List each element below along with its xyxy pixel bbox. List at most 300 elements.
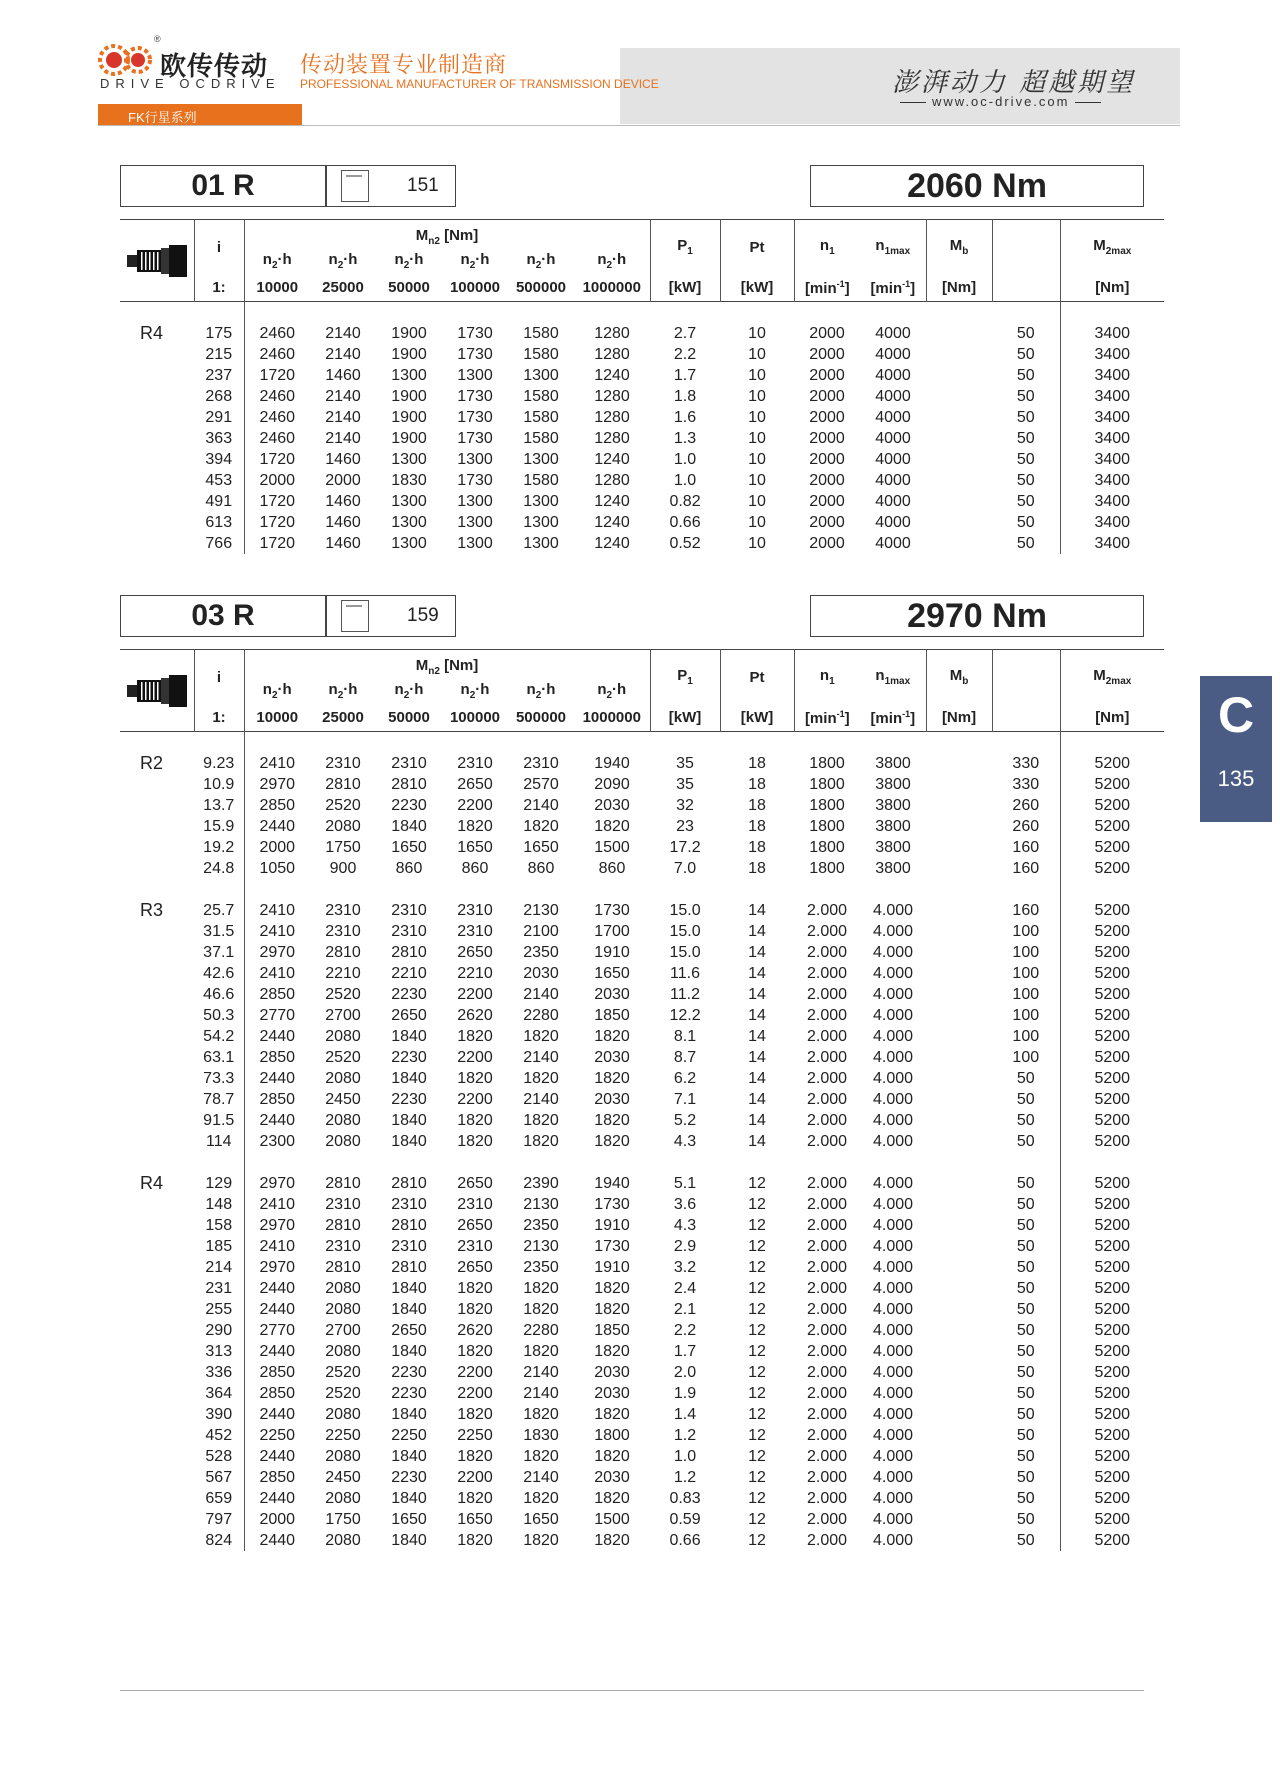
table-cell: 1.2 [673,1468,697,1486]
page-ref: 159 [407,605,439,626]
unit-min: $[\min^{-1}]$ [794,274,860,302]
table-cell: 1820 [523,1300,559,1318]
col-n2h-header: $n_2\cdot h$ [526,250,556,271]
table-cell: 2000 [809,366,845,384]
table-cell: 2230 [391,1048,427,1066]
table-cell: 2310 [391,1237,427,1255]
table-cell: 260 [1012,817,1040,835]
table-cell: 2350 [523,943,559,961]
table-cell: 4.000 [873,1090,914,1108]
table-cell: 1300 [523,492,559,510]
stage-label: R3 [140,900,164,920]
company-logo-icon [96,40,158,80]
blank-cell [926,1383,992,1404]
table-cell: 50 [1016,1405,1035,1423]
page-number: 135 [1217,766,1255,791]
table-cell: 4.000 [873,901,914,919]
table-cell: 50 [1016,1090,1035,1108]
model-box [120,165,326,207]
stage-label [120,1383,194,1404]
table-cell: 2520 [325,1048,361,1066]
table-cell: 1580 [523,471,559,489]
table-cell: 1730 [457,471,493,489]
blank-cell [926,1236,992,1257]
stage-label [120,1362,194,1383]
table-row [120,470,1164,491]
table-cell: 2000 [809,513,845,531]
table-cell: 4.000 [873,1384,914,1402]
col-n2h-header: $n_2\cdot h$ [328,680,358,701]
table-cell: 10 [748,513,766,531]
table-cell: 2850 [244,795,310,816]
table-cell: 567 [205,1468,233,1486]
unit-min: $[\min^{-1}]$ [870,708,916,727]
table-cell: 18 [748,775,766,793]
table-cell: 18 [748,754,766,772]
table-cell: 900 [329,859,357,877]
table-cell: 1820 [457,1405,493,1423]
table-cell: 4.000 [873,1342,914,1360]
table-cell: 2450 [325,1468,361,1486]
stage-label [120,1278,194,1299]
table-cell: 1850 [594,1006,630,1024]
table-cell: 10 [748,345,766,363]
table-cell: 1.7 [673,366,697,384]
col-n2h-header: $n_2\cdot h$ [460,250,490,271]
table-cell: 390 [205,1405,233,1423]
table-cell: 2.2 [673,345,697,363]
table-cell: 2.000 [807,1027,848,1045]
table-cell: 5200 [1060,1257,1164,1278]
stage-label [120,1236,194,1257]
table-cell: 1240 [594,366,630,384]
table-cell: 100 [1012,943,1040,961]
table-cell: 1820 [457,1489,493,1507]
table-cell: 175 [205,324,233,342]
table-cell: 2.000 [807,1468,848,1486]
table-cell: 4.000 [873,1531,914,1549]
table-cell: 2.000 [807,1279,848,1297]
table-cell: 4.000 [873,1048,914,1066]
table-cell: 10 [748,450,766,468]
table-cell: 13.7 [203,796,235,814]
table-cell: 2140 [523,1090,559,1108]
slogan: 澎湃动力 超越期望 [892,68,1136,98]
table-cell: 1300 [391,534,427,552]
table-cell: 50 [1016,1510,1035,1528]
stage-label [120,533,194,554]
table-cell: 2310 [457,754,493,772]
table-cell: 3.6 [673,1195,697,1213]
table-cell: 1820 [457,1069,493,1087]
table-row [120,858,1164,879]
table-cell: 2030 [594,1384,630,1402]
table-cell: 1300 [391,450,427,468]
col-m2max-header: $M_{2max}$ [1093,237,1132,257]
table-cell: 1500 [594,1510,630,1528]
blank-cell [926,1173,992,1194]
table-cell: 4000 [875,471,911,489]
blank-cell [926,1110,992,1131]
table-cell: 5200 [1060,963,1164,984]
table-cell: 1300 [523,366,559,384]
table-cell: 8.7 [673,1048,697,1066]
table-cell: 50 [1016,1258,1035,1276]
table-cell: 15.0 [669,901,701,919]
table-cell: 5200 [1060,1173,1164,1194]
stage-label [120,963,194,984]
table-row [120,1089,1164,1110]
table-cell: 2460 [244,407,310,428]
table-cell: 2250 [244,1425,310,1446]
table-cell: 4.000 [873,1405,914,1423]
table-cell: 4.000 [873,1027,914,1045]
table-cell: 2310 [325,754,361,772]
table-cell: 2810 [325,1216,361,1234]
table-cell: 148 [205,1195,233,1213]
table-cell: 1280 [594,408,630,426]
spec-table [120,219,1164,554]
hours-header: 10000 [256,279,299,296]
table-cell: 290 [205,1321,233,1339]
stage-label [120,1068,194,1089]
table-cell: 14 [748,1069,766,1087]
table-cell: 12 [748,1489,766,1507]
table-cell: 1720 [244,365,310,386]
table-cell: 50 [1016,534,1035,552]
chapter-tab [1200,676,1272,822]
table-cell: 1.0 [673,1447,697,1465]
blank-cell [926,491,992,512]
blank-cell [926,407,992,428]
table-cell: 5200 [1060,1446,1164,1467]
table-cell: 5200 [1060,900,1164,921]
motor-cell [120,650,194,732]
table-cell: 2410 [244,900,310,921]
table-cell: 1300 [457,450,493,468]
table-cell: 100 [1012,1048,1040,1066]
table-cell: 1840 [391,1132,427,1150]
table-cell: 4.000 [873,1006,914,1024]
table-cell: 5200 [1060,1278,1164,1299]
table-cell: 1910 [594,1216,630,1234]
table-cell: 1820 [523,817,559,835]
table-cell: 37.1 [203,943,235,961]
table-cell: 2.000 [807,943,848,961]
table-cell: 9.23 [203,754,235,772]
table-cell: 2080 [325,1342,361,1360]
stage-label [120,1530,194,1551]
table-cell: 12 [748,1195,766,1213]
table-row [120,1173,1164,1194]
table-cell: 100 [1012,1027,1040,1045]
stage-label [120,1215,194,1236]
table-cell: 659 [205,1489,233,1507]
blank-cell [926,533,992,554]
stage-label [120,407,194,428]
table-cell: 4.000 [873,1174,914,1192]
table-row [120,491,1164,512]
table-cell: 2310 [325,1195,361,1213]
hours-header: 1000000 [574,704,650,732]
table-cell: 2810 [325,775,361,793]
table-cell: 2.000 [807,1363,848,1381]
table-cell: 3400 [1060,512,1164,533]
table-cell: 2650 [457,1174,493,1192]
table-cell: 1940 [594,1174,630,1192]
table-cell: 2030 [594,796,630,814]
stage-label [120,1446,194,1467]
table-cell: 1300 [457,534,493,552]
table-cell: 4.000 [873,1258,914,1276]
table-cell: 2520 [325,1384,361,1402]
table-cell: 24.8 [203,859,235,877]
table-cell: 2650 [457,775,493,793]
table-cell: 2.000 [807,1174,848,1192]
table-cell: 2.000 [807,1321,848,1339]
rated-torque: 2060 Nm [907,167,1047,205]
table-row [120,984,1164,1005]
table-cell: 363 [205,429,233,447]
table-row [120,407,1164,428]
table-cell: 50 [1016,450,1035,468]
table-cell: 860 [598,859,626,877]
table-cell: 2000 [809,450,845,468]
table-cell: 1820 [457,817,493,835]
stage-label [120,984,194,1005]
table-row [120,753,1164,774]
stage-label [120,428,194,449]
rated-torque: 2970 Nm [907,597,1047,635]
torque-box [810,595,1144,637]
table-cell: 2570 [523,775,559,793]
blank-cell [926,1488,992,1509]
table-cell: 4000 [875,345,911,363]
table-cell: 1460 [325,513,361,531]
table-cell: 50.3 [203,1006,235,1024]
table-cell: 2310 [325,922,361,940]
table-cell: 12 [748,1342,766,1360]
table-cell: 2410 [244,1194,310,1215]
table-cell: 1820 [523,1069,559,1087]
table-cell: 14 [748,943,766,961]
table-cell: 1.2 [673,1426,697,1444]
table-row [120,1236,1164,1257]
table-cell: 12 [748,1405,766,1423]
unit-min: $[\min^{-1}]$ [870,278,916,297]
table-cell: 2970 [244,774,310,795]
table-cell: 14 [748,1132,766,1150]
table-cell: 5200 [1060,753,1164,774]
blank-cell [926,795,992,816]
table-cell: 12 [748,1384,766,1402]
document-icon [341,170,369,202]
table-cell: 1730 [594,1195,630,1213]
blank-cell [926,1257,992,1278]
blank-cell [926,1341,992,1362]
table-cell: 12 [748,1510,766,1528]
blank-cell [926,921,992,942]
table-cell: 2.000 [807,1489,848,1507]
table-cell: 2000 [809,345,845,363]
blank-cell [926,323,992,344]
table-row [120,365,1164,386]
table-cell: 2460 [244,344,310,365]
table-cell: 2080 [325,817,361,835]
stage-label [120,942,194,963]
table-cell: 14 [748,964,766,982]
table-row [120,963,1164,984]
table-cell: 5200 [1060,1299,1164,1320]
blank-cell [926,1467,992,1488]
table-cell: 50 [1016,1195,1035,1213]
table-cell: 2030 [594,1090,630,1108]
table-cell: 4000 [875,492,911,510]
table-cell: 4.000 [873,1069,914,1087]
table-cell: 2140 [523,985,559,1003]
table-cell: 2210 [457,964,493,982]
model-box [120,595,326,637]
table-cell: 1820 [594,1300,630,1318]
table-cell: 2000 [244,470,310,491]
table-cell: 1.0 [673,450,697,468]
table-cell: 2140 [325,345,361,363]
table-cell: 2460 [244,323,310,344]
table-cell: 2080 [325,1447,361,1465]
table-cell: 14 [748,985,766,1003]
table-cell: 5200 [1060,1110,1164,1131]
page-ref-box [326,595,456,637]
table-cell: 2410 [244,921,310,942]
table-cell: 50 [1016,1069,1035,1087]
table-cell: 73.3 [203,1069,235,1087]
table-cell: 42.6 [203,964,235,982]
table-cell: 2620 [457,1006,493,1024]
table-cell: 14 [748,901,766,919]
table-cell: 15.0 [669,943,701,961]
table-cell: 797 [205,1510,233,1528]
stage-label [120,1110,194,1131]
table-cell: 1300 [391,513,427,531]
stage-label [120,774,194,795]
hours-header: 25000 [322,709,364,726]
table-cell: 1820 [457,1027,493,1045]
table-cell: 2.0 [673,1363,697,1381]
table-cell: 1650 [391,838,427,856]
table-cell: 2440 [244,1530,310,1551]
table-cell: 1650 [594,964,630,982]
table-cell: 1900 [391,429,427,447]
table-cell: 2140 [523,1468,559,1486]
table-cell: 1800 [594,1426,630,1444]
table-cell: 2.000 [807,1132,848,1150]
table-cell: 5200 [1060,795,1164,816]
table-cell: 2810 [391,1174,427,1192]
table-cell: 4000 [875,450,911,468]
table-cell: 2130 [523,901,559,919]
table-cell: 2250 [325,1426,361,1444]
table-cell: 18 [748,859,766,877]
blank-cell [926,900,992,921]
table-row [120,1404,1164,1425]
table-cell: 2140 [523,796,559,814]
table-cell: 2850 [244,1089,310,1110]
table-cell: 1820 [457,1279,493,1297]
table-cell: 1730 [594,901,630,919]
col-mn2-header: $M_{n2}$ [Nm] [244,650,650,678]
table-cell: 2520 [325,985,361,1003]
table-cell: 2000 [325,471,361,489]
table-cell: 1820 [594,817,630,835]
table-cell: 1940 [594,754,630,772]
table-cell: 237 [205,366,233,384]
table-cell: 4.000 [873,922,914,940]
unit-kw: [kW] [720,274,794,302]
table-cell: 11.2 [670,985,700,1003]
table-cell: 2080 [325,1111,361,1129]
table-cell: 2350 [523,1258,559,1276]
table-cell: 1300 [391,366,427,384]
table-cell: 2.000 [807,1258,848,1276]
table-cell: 2440 [244,1068,310,1089]
spec-table [120,649,1164,1551]
table-cell: 4.3 [673,1132,697,1150]
table-cell: 214 [205,1258,233,1276]
table-cell: 2.000 [807,922,848,940]
table-cell: 3.2 [673,1258,697,1276]
hours-header: 100000 [449,709,501,726]
table-cell: 5200 [1060,1068,1164,1089]
table-cell: 2810 [391,775,427,793]
table-cell: 2000 [244,837,310,858]
table-cell: 4.000 [873,1321,914,1339]
col-pt-header: Pt [720,220,794,275]
table-cell: 260 [1012,796,1040,814]
stage-label [120,1131,194,1152]
table-cell: 5200 [1060,1047,1164,1068]
table-row [120,1320,1164,1341]
table-cell: 11.6 [670,964,700,982]
table-cell: 2030 [523,964,559,982]
table-row [120,1467,1164,1488]
table-cell: 1300 [457,366,493,384]
table-cell: 2460 [244,428,310,449]
stage-label [120,1194,194,1215]
table-cell: 2230 [391,796,427,814]
hours-header: 50000 [388,709,430,726]
table-cell: 2850 [244,1467,310,1488]
table-cell: 3400 [1060,323,1164,344]
col-n1-header: $n_1$ [794,220,860,275]
table-cell: 32 [676,796,694,814]
table-cell: 313 [205,1342,233,1360]
table-cell: 2460 [244,386,310,407]
table-cell: 452 [205,1426,233,1444]
table-cell: 1900 [391,387,427,405]
torque-box [810,165,1144,207]
table-cell: 2.000 [807,1195,848,1213]
table-cell: 1820 [523,1489,559,1507]
table-cell: 2140 [523,1363,559,1381]
table-row [120,837,1164,858]
blank-cell [926,386,992,407]
table-cell: 10 [748,324,766,342]
table-cell: 1300 [523,513,559,531]
table-cell: 860 [461,859,489,877]
table-cell: 2200 [457,796,493,814]
table-cell: 19.2 [203,838,235,856]
table-cell: 185 [205,1237,233,1255]
